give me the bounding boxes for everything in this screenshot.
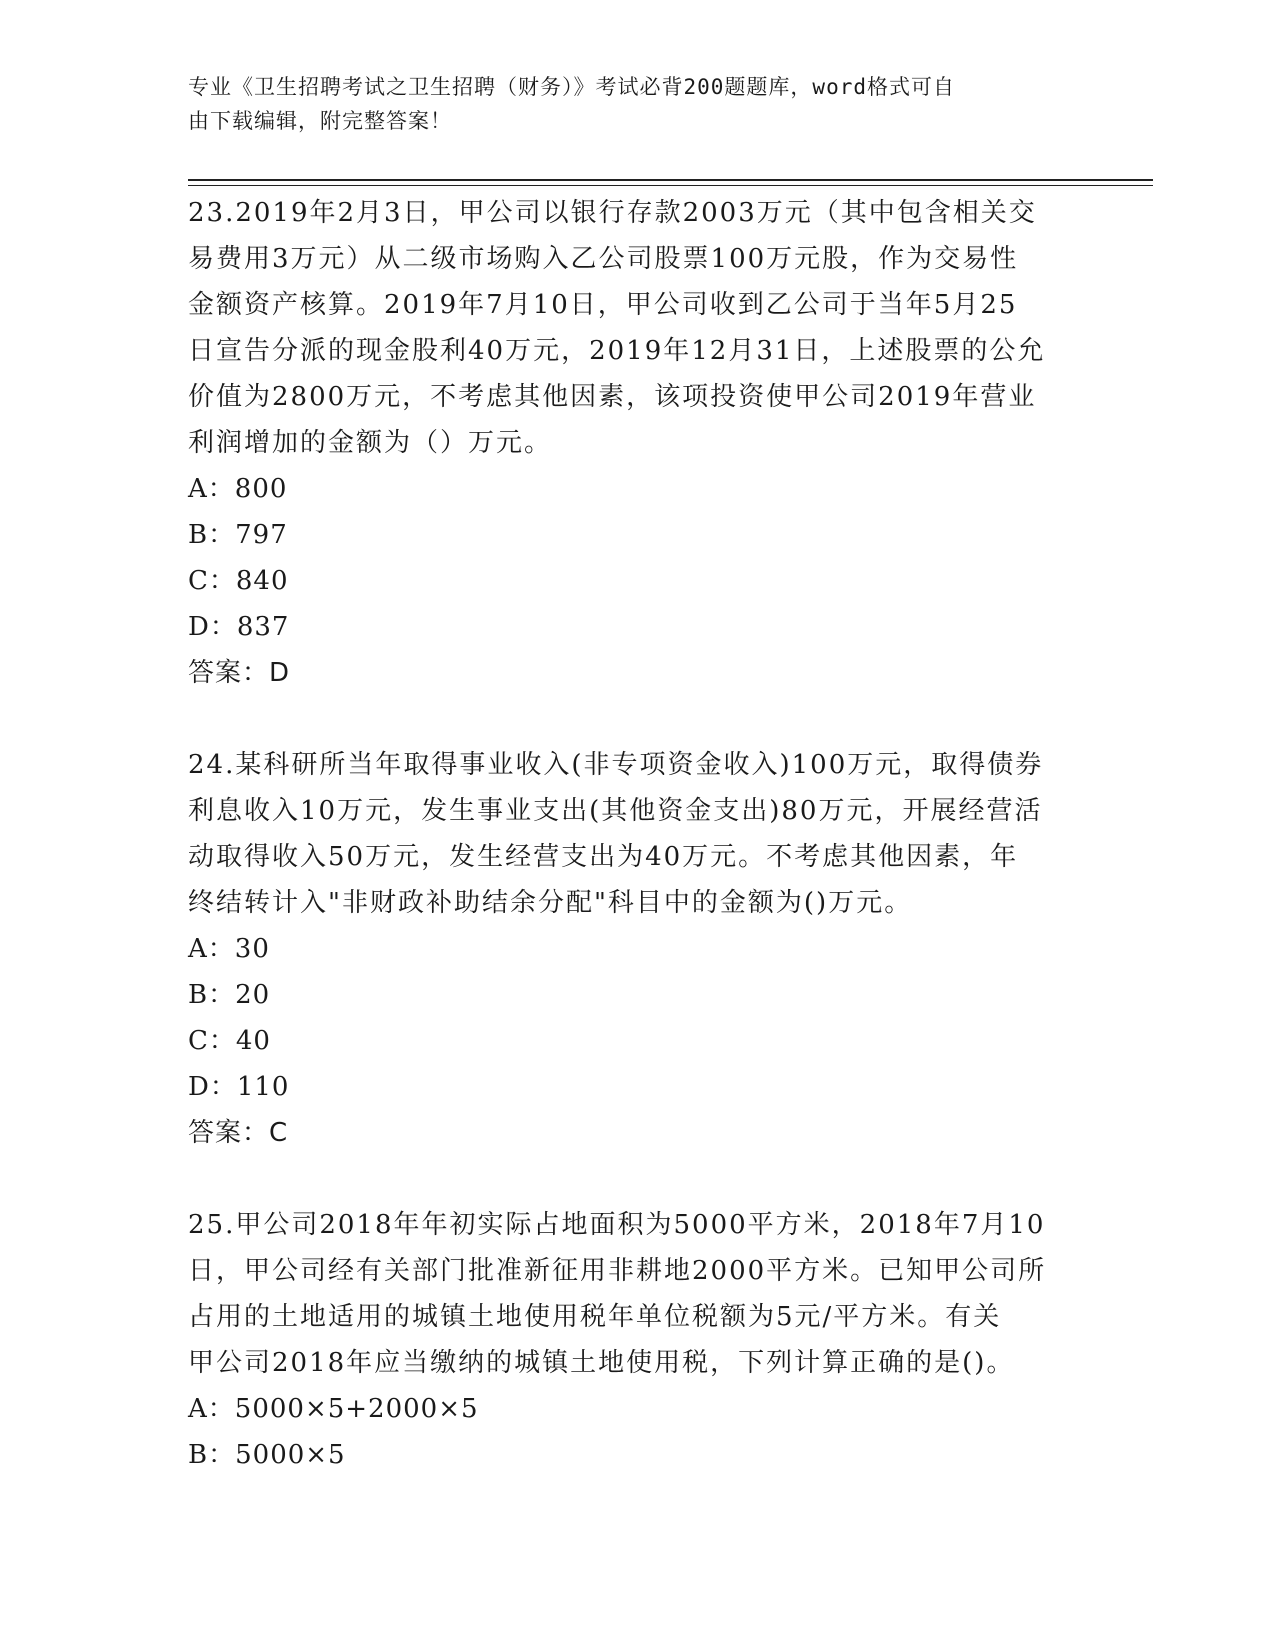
option-d: D：110 — [188, 1072, 290, 1102]
question-list — [188, 190, 1088, 1478]
option-c: C：40 — [188, 1026, 271, 1056]
header-divider-thick — [188, 179, 1153, 181]
question-23 — [188, 190, 1088, 742]
question-spacer — [188, 1156, 1088, 1202]
option-c: C：840 — [188, 566, 289, 596]
option-d: D：837 — [188, 612, 290, 642]
question-25 — [188, 1202, 1088, 1478]
option-b: B：5000×5 — [188, 1440, 346, 1470]
question-stem: 25.甲公司2018年年初实际占地面积为5000平方米，2018年7月10 日，甲公司经有关部门批准新征用非耕地2000平方米。已知甲公司所 占用的土地适用的城镇土地使用税年单位税额为5元/平方米。有关 甲公司2018年应当缴纳的城镇土地使用税，下列计算正确的是()。 — [188, 1210, 1047, 1378]
header-divider-thin — [188, 185, 1153, 186]
header-line-2: 由下载编辑，附完整答案！ — [188, 109, 452, 133]
option-a: A：30 — [188, 934, 270, 964]
question-24 — [188, 742, 1088, 1202]
question-spacer — [188, 696, 1088, 742]
option-b: B：20 — [188, 980, 271, 1010]
question-stem: 24.某科研所当年取得事业收入(非专项资金收入)100万元，取得债券 利息收入10万元，发生事业支出(其他资金支出)80万元，开展经营活 动取得收入50万元，发生经营支出为40万元。不考虑其他因素，年 终结转计入"非财政补助结余分配"科目中的金额为()万元。 — [188, 750, 1044, 918]
question-stem: 23.2019年2月3日，甲公司以银行存款2003万元（其中包含相关交 易费用3万元）从二级市场购入乙公司股票100万元股，作为交易性 金额资产核算。2019年7月10日，甲公司收到乙公司于当年5月25 日宣告分派的现金股利40万元，2019年12月31日，上述股票的公允 价值为2800万元，不考虑其他因素，该项投资使甲公司2019年营业 利润增加的金额为（）万元。 — [188, 198, 1046, 458]
option-b: B：797 — [188, 520, 288, 550]
option-a: A：5000×5+2000×5 — [188, 1394, 479, 1424]
option-a: A：800 — [188, 474, 288, 504]
answer: 答案：C — [188, 1118, 289, 1148]
header-line-1: 专业《卫生招聘考试之卫生招聘（财务）》考试必背200题题库，word格式可自 — [188, 75, 955, 99]
document-header — [188, 70, 1068, 138]
answer: 答案：D — [188, 658, 291, 688]
